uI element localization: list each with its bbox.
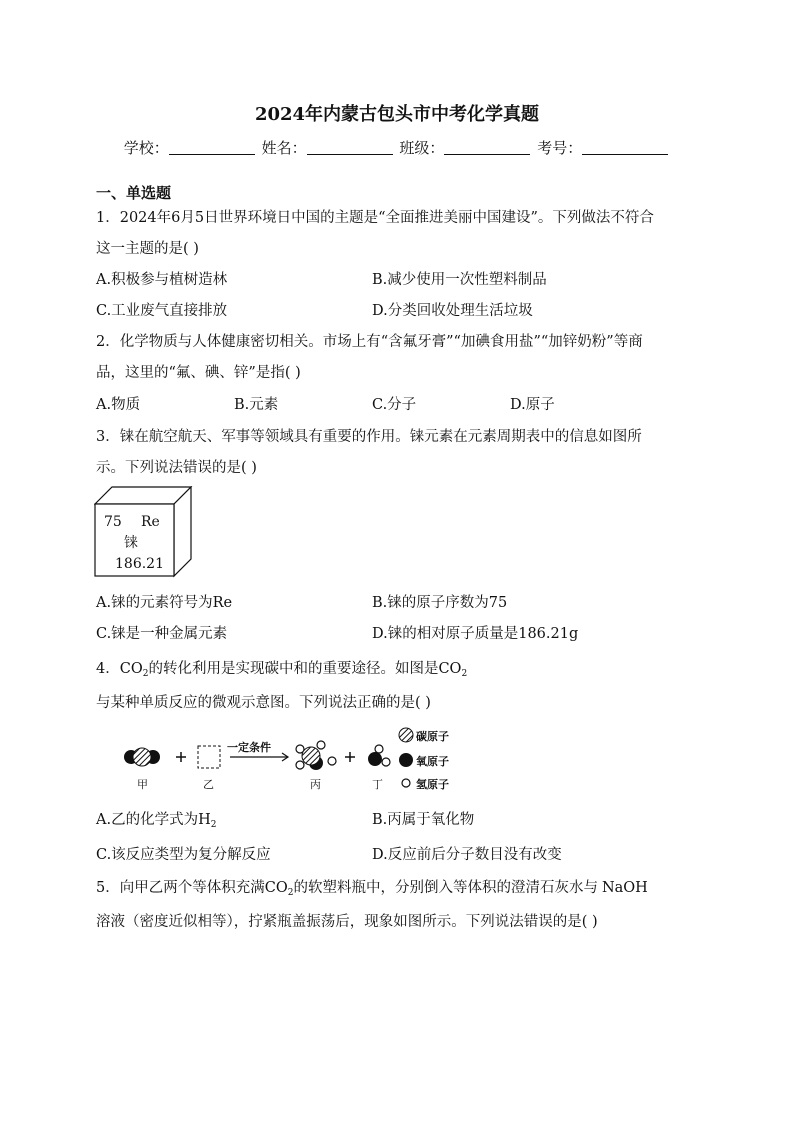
name-blank[interactable] (307, 142, 393, 155)
q4-option-d[interactable]: D.反应前后分子数目没有改变 (372, 847, 562, 863)
element-atomic-mass: 186.21 (115, 556, 164, 572)
class-blank[interactable] (444, 142, 530, 155)
q4-option-a-text: A.乙的化学式为H (96, 812, 211, 828)
carbon-atom-legend-icon (399, 728, 413, 742)
q3-stem-line1: 3．铼在航空航天、军事等领域具有重要的作用。铼元素在元素周期表中的信息如图所 (96, 429, 642, 445)
plus-icon-2 (345, 752, 355, 762)
q2-option-d[interactable]: D.原子 (510, 397, 555, 413)
q2-option-c[interactable]: C.分子 (372, 397, 417, 413)
q5-naoh-formula: NaOH (601, 880, 648, 896)
q5-stem-line2: 溶液（密度近似相等），拧紧瓶盖振荡后，现象如图所示。下列说法错误的是( ) (96, 914, 598, 930)
legend-hydrogen-label: 氢原子 (416, 778, 449, 791)
unknown-reactant-box (198, 746, 220, 768)
q2-option-b[interactable]: B.元素 (234, 397, 279, 413)
q4-option-a[interactable] (96, 808, 216, 830)
name-label: 姓名： (261, 139, 307, 157)
section-heading: 一、单选题 (96, 184, 172, 202)
water-molecule-icon (368, 745, 390, 766)
school-label: 学校： (123, 139, 169, 157)
hydrogen-atom-legend-icon (402, 779, 410, 787)
label-yi: 乙 (203, 778, 214, 791)
label-bing: 丙 (310, 778, 321, 791)
q4-number: 4． (96, 661, 120, 677)
element-atomic-number: 75 (104, 514, 122, 530)
q1-option-c[interactable]: C.工业废气直接排放 (96, 303, 228, 319)
q4-co-formula: CO (119, 661, 143, 677)
q4-co-formula-2: CO (438, 661, 462, 677)
legend-oxygen-label: 氧原子 (416, 755, 449, 768)
q4-stem-line1 (96, 657, 467, 679)
q2-option-a[interactable]: A.物质 (96, 397, 141, 413)
q4-stem-line2: 与某种单质反应的微观示意图。下列说法正确的是( ) (96, 695, 431, 711)
q1-stem-line2: 这一主题的是( ) (96, 241, 199, 257)
q5-stem-text-a: 5．向甲乙两个等体积充满 (96, 880, 265, 896)
q4-option-a-subscript: 2 (210, 820, 217, 830)
class-label: 班级： (399, 139, 445, 157)
q5-stem-text-b: 的软塑料瓶中，分别倒入等体积的澄清石灰水与 (293, 880, 598, 896)
q1-option-b[interactable]: B.减少使用一次性塑料制品 (372, 272, 547, 288)
label-jia: 甲 (137, 778, 148, 791)
legend-carbon-label: 碳原子 (416, 730, 449, 743)
q3-stem-line2: 示。下列说法错误的是( ) (96, 460, 257, 476)
q3-option-b[interactable]: B.铼的原子序数为75 (372, 595, 508, 611)
reaction-condition-label: 一定条件 (227, 741, 271, 754)
page-title: 2024年内蒙古包头市中考化学真题 (254, 104, 540, 125)
element-symbol: Re (141, 514, 160, 530)
q1-option-d[interactable]: D.分类回收处理生活垃圾 (372, 303, 533, 319)
student-info-line (0, 137, 794, 158)
q3-option-a[interactable]: A.铼的元素符号为Re (96, 595, 233, 611)
q1-stem-line1: 1．2024年6月5日世界环境日中国的主题是“全面推进美丽中国建设”。下列做法不符合 (96, 210, 654, 226)
plus-icon (176, 752, 186, 762)
q4-stem-text: 的转化利用是实现碳中和的重要途径。如图是 (148, 661, 439, 677)
q2-stem-line2: 品，这里的“氟、碘、锌”是指( ) (96, 365, 301, 381)
school-blank[interactable] (169, 142, 255, 155)
q5-co-subscript: 2 (287, 888, 294, 898)
q4-co-subscript: 2 (142, 669, 149, 679)
exam-no-blank[interactable] (582, 142, 668, 155)
q2-stem-line1: 2．化学物质与人体健康密切相关。市场上有“含氟牙膏”“加碘食用盐”“加锌奶粉”等商 (96, 334, 643, 350)
q3-option-c[interactable]: C.铼是一种金属元素 (96, 626, 228, 642)
q3-option-d[interactable]: D.铼的相对原子质量是186.21g (372, 626, 579, 642)
q4-option-b[interactable]: B.丙属于氧化物 (372, 812, 475, 828)
q4-option-c[interactable]: C.该反应类型为复分解反应 (96, 847, 271, 863)
label-ding: 丁 (372, 778, 383, 791)
q5-stem-line1 (96, 876, 648, 898)
q5-co-formula: CO (264, 880, 288, 896)
co2-molecule-icon (124, 748, 160, 766)
methanol-molecule-icon (296, 741, 336, 770)
exam-no-label: 考号： (537, 139, 583, 157)
oxygen-atom-legend-icon (399, 753, 413, 767)
q4-co-subscript-2: 2 (461, 669, 468, 679)
element-name: 铼 (124, 535, 138, 551)
q1-option-a[interactable]: A.积极参与植树造林 (96, 272, 228, 288)
